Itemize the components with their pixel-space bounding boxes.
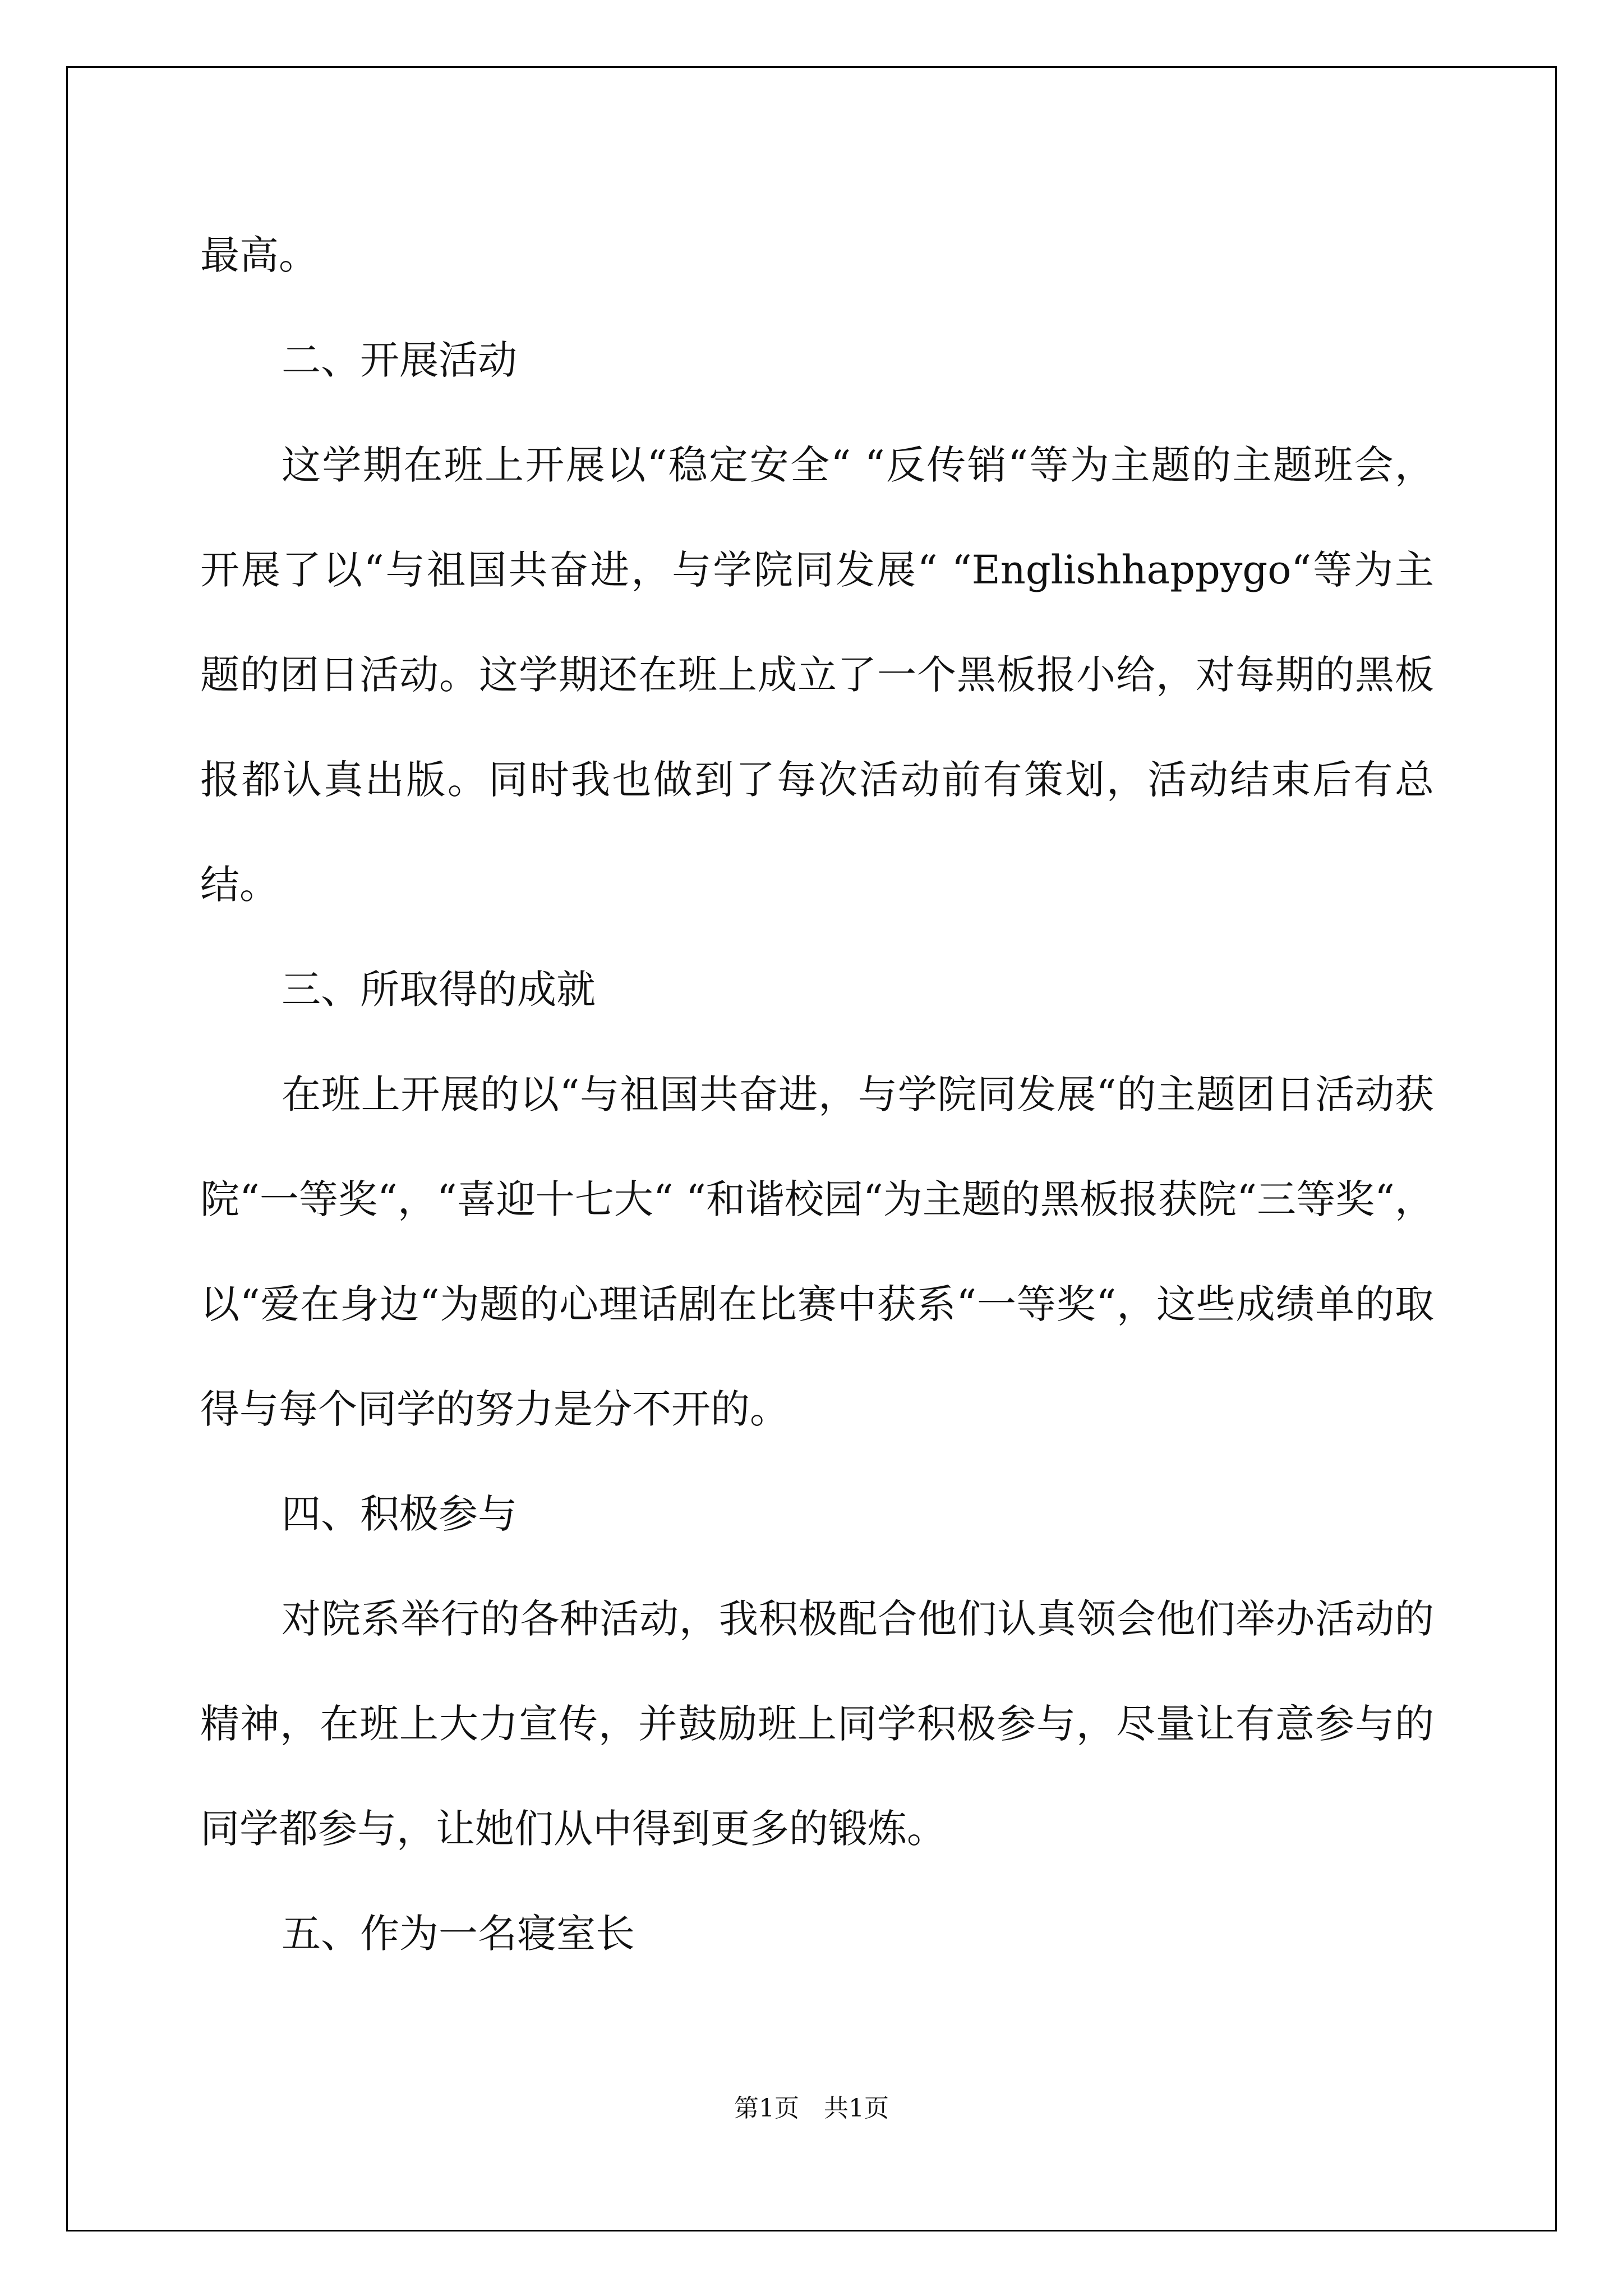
paragraph-participation: 对院系举行的各种活动，我积极配合他们认真领会他们举办活动的精神，在班上大力宣传，并鼓励班上同学积极参与，尽量让有意参与的同学都参与，让她们从中得到更多的锻炼。 bbox=[200, 1596, 1434, 1852]
paragraph-activities: 这学期在班上开展以“稳定安全“ “反传销“等为主题的主题班会，开展了以“与祖国共奋进，与学院同发展“ “Englishhappygo“等为主题的团日活动。这学期还在班上成立了一个黑板报小给，对每期的黑板报都认真出版。同时我也做到了每次活动前有策划，活动结束后有总结。 bbox=[200, 442, 1434, 908]
section-heading-activities: 二、开展活动 bbox=[282, 337, 517, 383]
document-body bbox=[200, 203, 1434, 1986]
section-heading-dorm-leader: 五、作为一名寝室长 bbox=[282, 1911, 635, 1957]
paragraph-achievements: 在班上开展的以“与祖国共奋进，与学院同发展“的主题团日活动获院“一等奖“，“喜迎十七大“ “和谐校园“为主题的黑板报获院“三等奖“，以“爱在身边“为题的心理话剧在比赛中获系“一等奖“，这些成绩单的取得与每个同学的努力是分不开的。 bbox=[200, 1071, 1434, 1432]
page-footer: 第1页 共1页 bbox=[734, 2094, 889, 2123]
section-heading-participation: 四、积极参与 bbox=[282, 1491, 517, 1537]
paragraph-continuation: 最高。 bbox=[200, 232, 318, 278]
section-heading-achievements: 三、所取得的成就 bbox=[282, 967, 596, 1013]
